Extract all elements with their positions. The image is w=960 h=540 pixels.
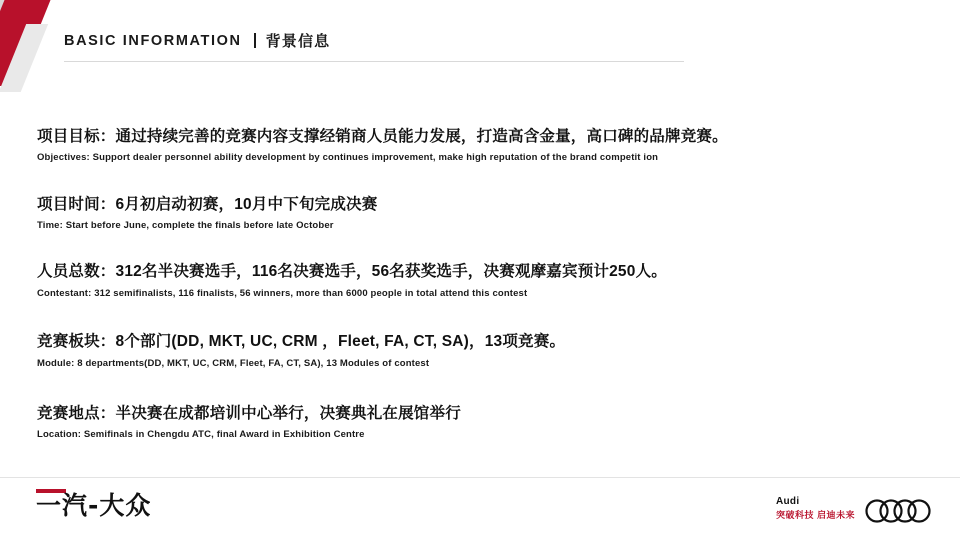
audi-slogan-text: 突破科技 启迪未来 [775, 510, 855, 520]
info-block-cn-text: 人员总数：312名半决赛选手，116名决赛选手，56名获奖选手，决赛观摩嘉宾预计250人。 [37, 263, 667, 281]
info-block-cn-text: 竞赛地点：半决赛在成都培训中心举行，决赛典礼在展馆举行 [37, 404, 461, 422]
info-block-location [37, 403, 923, 443]
slide-header [64, 30, 330, 51]
info-block-time [37, 194, 923, 234]
info-block-cn-text: 竞赛板块：8个部门(DD, MKT, UC, CRM ，Fleet, FA, CT, SA)，13项竞赛。 [37, 333, 566, 351]
info-block-module [37, 331, 923, 371]
info-block-en-text: Time: Start before June, complete the finals before late October [37, 220, 334, 232]
info-block-en-text: Objectives: Support dealer personnel ability development by continues improvement, make high reputation of the brand competit ion [37, 152, 659, 164]
info-block-en-text: Module: 8 departments(DD, MKT, UC, CRM, Fleet, FA, CT, SA), 13 Modules of contest [37, 357, 430, 369]
audi-rings-icon [864, 498, 938, 524]
info-block-en-text: Location: Semifinals in Chengdu ATC, final Award in Exhibition Centre [37, 429, 365, 441]
content-body [37, 126, 923, 443]
footer-divider [0, 477, 960, 478]
faw-vw-logo-text: 一汽-大众 [36, 491, 152, 520]
header-divider-icon [254, 33, 256, 48]
info-block-en-text: Contestant: 312 semifinalists, 116 finalists, 56 winners, more than 6000 people in total attend this contest [37, 287, 528, 299]
info-block-cn-text: 项目时间：6月初启动初赛，10月中下旬完成决赛 [37, 195, 378, 213]
info-block-contestant [37, 261, 923, 301]
audi-wordmark: Audi [775, 496, 800, 507]
audi-text-group [776, 496, 855, 524]
header-underline [64, 61, 684, 62]
info-block-cn-text: 项目目标：通过持续完善的竞赛内容支撑经销商人员能力发展，打造高含金量，高口碑的品牌竞赛。 [37, 128, 728, 145]
info-block-objectives [37, 126, 923, 166]
header-title-cn: 背景信息 [265, 33, 331, 50]
faw-vw-logo [36, 486, 151, 522]
header-title-en: BASIC INFORMATION [64, 32, 242, 49]
audi-logo-lockup [776, 496, 938, 524]
